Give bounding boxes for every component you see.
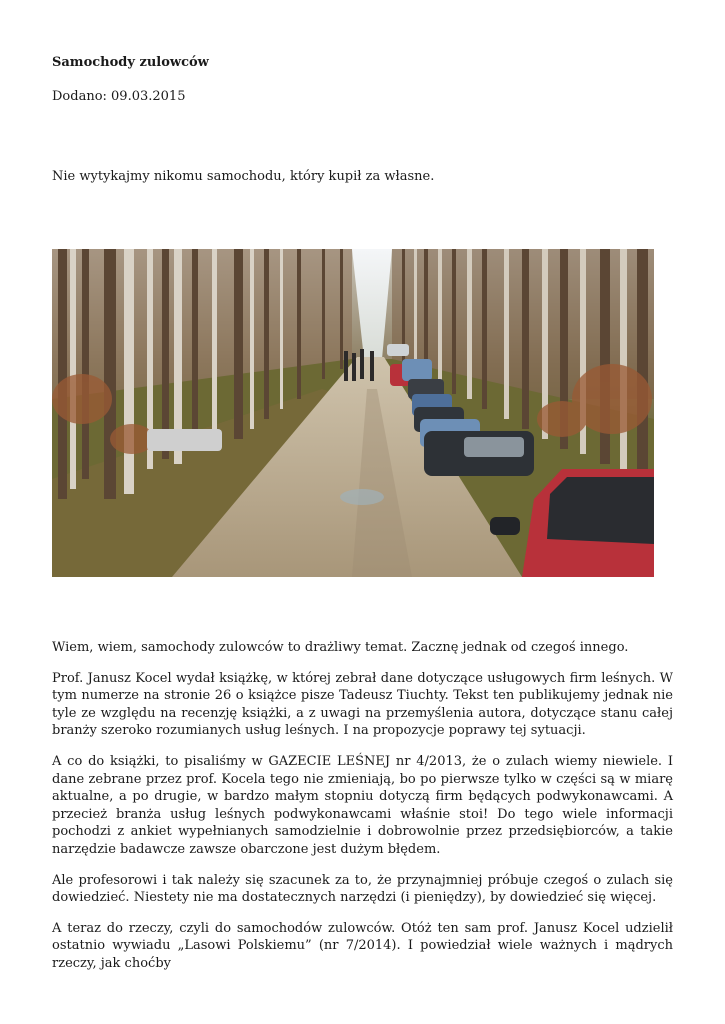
forest-road-photo — [52, 249, 654, 577]
article-date: Dodano: 09.03.2015 — [52, 89, 186, 104]
paragraph: A teraz do rzeczy, czyli do samochodów zulowców. Otóż ten sam prof. Janusz Kocel udzielił ostatnio wywiadu „Lasowi Polskiemu” (nr 7/2014). I powiedział wiele ważnych i mądrych rzeczy, jak choćby — [52, 920, 673, 971]
paragraph: Prof. Janusz Kocel wydał książkę, w której zebrał dane dotyczące usługowych firm leśnych. W tym numerze na stronie 26 o książce pisze Tadeusz Tiuchty. Tekst ten publikujemy jednak nie tyle ze względu na recenzję książki, a z uwagi na przemyślenia autora, dotyczące stanu całej branży szeroko rozumianych usług leśnych. I na propozycje poprawy tej sytuacji. — [52, 670, 673, 739]
paragraph: A co do książki, to pisaliśmy w GAZECIE LEŚNEJ nr 4/2013, że o zulach wiemy niewiele. I dane zebrane przez prof. Kocela tego nie zmieniają, bo po pierwsze tylko w części są w miarę aktualne, a po drugie, w bardzo małym stopniu dotyczą firm będących podwykonawcami. A przecież branża usług leśnych podwykonawcami właśnie stoi! Do tego wiele informacji pochodzi z ankiet wypełnianych samodzielnie i dobrowolnie przez przedsiębiorców, a takie narzędzie badawcze zawsze obarczone jest dużym błędem. — [52, 753, 673, 857]
article-title: Samochody zulowców — [52, 55, 209, 70]
paragraph: Ale profesorowi i tak należy się szacunek za to, że przynajmniej próbuje czegoś o zulach się dowiedzieć. Niestety nie ma dostatecznych narzędzi (i pieniędzy), by dowiedzieć się więcej. — [52, 872, 673, 906]
paragraph: Wiem, wiem, samochody zulowców to drażliwy temat. Zacznę jednak od czegoś innego. — [52, 640, 629, 655]
article-body — [52, 639, 673, 986]
article-lead: Nie wytykajmy nikomu samochodu, który kupił za własne. — [52, 169, 435, 184]
